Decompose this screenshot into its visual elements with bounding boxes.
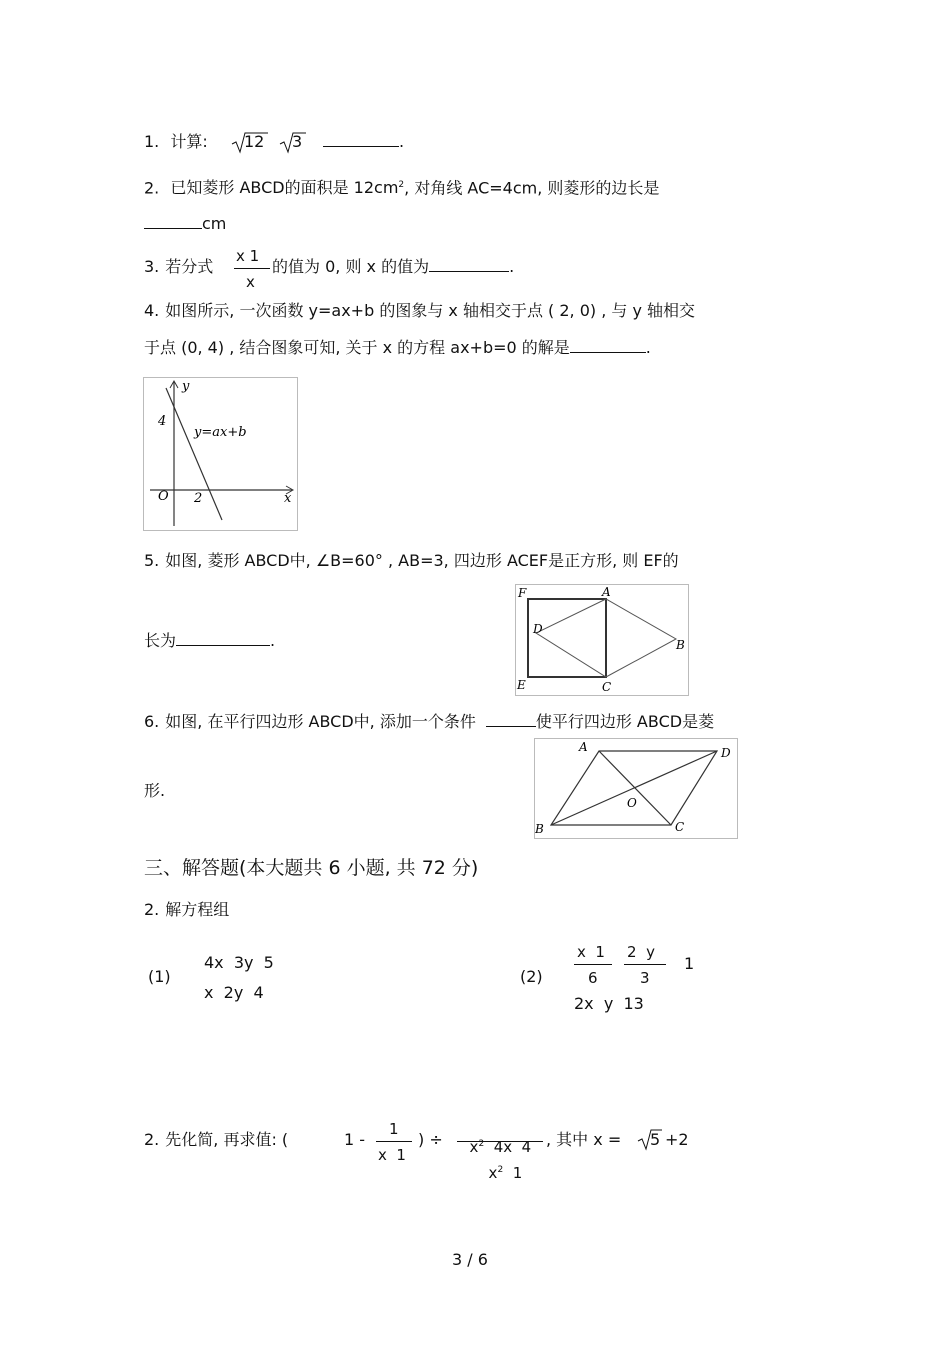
system1-eq1: 4x 3y 5 [204, 953, 274, 972]
label-E: E [517, 678, 526, 692]
answer-blank[interactable] [429, 257, 509, 272]
label-B: B [535, 822, 544, 836]
section-heading: 三、解答题(本大题共 6 小题, 共 72 分) [144, 857, 479, 879]
label-A: A [602, 585, 611, 599]
label-B: B [676, 638, 685, 652]
q3-end: 的值为 0, 则 x 的值为 . [272, 257, 515, 276]
frac2-bar [457, 1141, 543, 1142]
eq-rhs: 1 [684, 954, 695, 973]
frac1-bar [574, 964, 612, 965]
label-D: D [533, 622, 543, 636]
frac2-den: $x^2$ 1 [488, 1164, 523, 1182]
frac2-bar [624, 964, 666, 965]
q3-start: 3. 若分式 [144, 257, 214, 276]
plus-two: +2 [665, 1130, 689, 1149]
frac2-num: 2 y [627, 943, 655, 961]
part-2-label: (2) [520, 967, 543, 986]
label-O: O [627, 796, 637, 810]
q5-figure [515, 584, 689, 696]
q5-line2: 长为 . [144, 631, 276, 650]
answer-blank[interactable] [176, 631, 270, 646]
part-1-label: (1) [148, 967, 171, 986]
line-equation: y=ax+b [194, 425, 247, 440]
page-number: 3 / 6 [452, 1250, 488, 1269]
frac2-num: $x^2$ 4x 4 [469, 1138, 532, 1156]
q2-line1: 2. 已知菱形 ABCD的面积是 $12cm^2$, 对角线 AC=4cm, 则菱形的边长是 [144, 178, 660, 198]
fraction-numerator: x 1 [236, 247, 260, 265]
p2-title: 2. 解方程组 [144, 900, 230, 919]
q4-graph [143, 377, 298, 531]
label-D: D [721, 746, 731, 760]
system2-eq2: 2x y 13 [574, 994, 644, 1013]
frac-den: x 1 [378, 1146, 406, 1164]
radicand-5: 5 [650, 1130, 661, 1149]
frac1-num: x 1 [577, 943, 605, 961]
divide-sign: ) ÷ [418, 1130, 443, 1149]
q4-line1: 4. 如图所示, 一次函数 y=ax+b 的图象与 x 轴相交于点 ( 2, 0) , 与 y 轴相交 [144, 301, 696, 320]
radicand-12: 12 [244, 132, 265, 151]
q6-line1: 6. 如图, 在平行四边形 ABCD中, 添加一个条件 使平行四边形 ABCD是菱 [144, 712, 715, 731]
tick-2: 2 [194, 491, 203, 506]
y-axis-label: y [182, 379, 190, 394]
x-axis-label: x [284, 491, 292, 506]
q6-line2: 形. [144, 781, 166, 800]
answer-blank[interactable] [144, 214, 202, 229]
p3-tail: , 其中 x = [546, 1130, 622, 1149]
fraction-denominator: x [246, 273, 255, 291]
answer-blank[interactable] [486, 712, 536, 727]
q2-line2: cm [144, 214, 226, 234]
system1-eq2: x 2y 4 [204, 983, 264, 1002]
q4-line2: 于点 (0, 4) , 结合图象可知, 关于 x 的方程 ax+b=0 的解是 . [144, 338, 651, 357]
q5-line1: 5. 如图, 菱形 ABCD中, ∠B=60° , AB=3, 四边形 ACEF是正方形, 则 EF的 [144, 551, 679, 570]
q1 [144, 132, 208, 152]
label-C: C [602, 680, 612, 694]
fraction-bar [234, 268, 270, 269]
label-F: F [518, 586, 527, 600]
frac-num: 1 [389, 1120, 399, 1138]
frac1-den: 6 [588, 969, 598, 987]
q-text: 计算: [170, 132, 208, 151]
frac-bar [376, 1141, 412, 1142]
q6-figure [534, 738, 738, 839]
frac2-den: 3 [640, 969, 650, 987]
answer-blank[interactable] [570, 338, 646, 353]
p3-one: 1 - [344, 1130, 366, 1149]
q-number: 1. [144, 132, 160, 151]
p3-start: 2. 先化简, 再求值: ( [144, 1130, 289, 1149]
label-C: C [675, 820, 685, 834]
answer-blank[interactable]: . [323, 132, 404, 152]
radicand-3: 3 [292, 132, 303, 151]
origin-label: O [158, 489, 169, 504]
tick-4: 4 [158, 414, 167, 429]
label-A: A [579, 740, 588, 754]
